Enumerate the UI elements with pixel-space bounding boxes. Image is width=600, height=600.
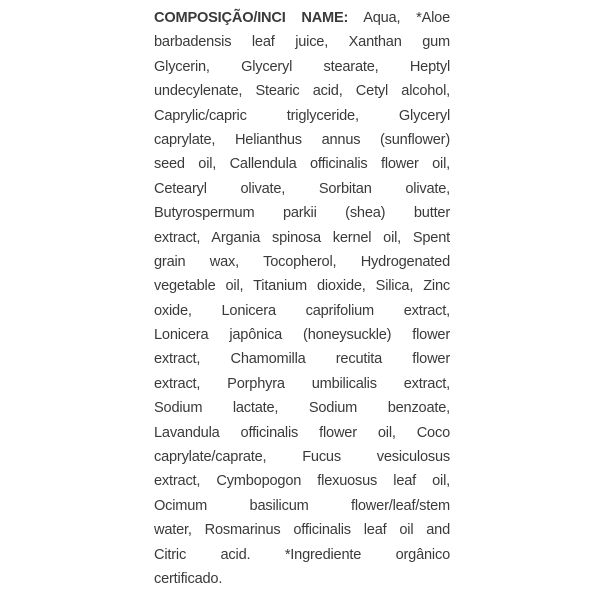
ingredients-line-2: barbadensis leaf juice, Xanthan gum [154, 34, 450, 51]
ingredients-line-12: vegetable oil, Titanium dioxide, Silica, Zinc [154, 278, 450, 295]
ingredients-line-10: extract, Argania spinosa kernel oil, Spent [154, 229, 450, 246]
ingredients-line-16: extract, Porphyra umbilicalis extract, [154, 375, 450, 392]
ingredients-line-15: extract, Chamomilla recutita flower [154, 351, 450, 368]
ingredients-line-18: Lavandula officinalis flower oil, Coco [154, 424, 450, 441]
ingredients-line-13: oxide, Lonicera caprifolium extract, [154, 302, 450, 319]
ingredients-line-11: grain wax, Tocopherol, Hydrogenated [154, 253, 450, 270]
ingredients-line-5: Caprylic/capric triglyceride, Glyceryl [154, 107, 450, 124]
ingredients-line-23: Citric acid. *Ingrediente orgânico [154, 546, 450, 563]
ingredients-line-22: water, Rosmarinus officinalis leaf oil and [154, 522, 450, 539]
ingredients-line-8: Cetearyl olivate, Sorbitan olivate, [154, 180, 450, 197]
ingredients-line-9: Butyrospermum parkii (shea) butter [154, 205, 450, 222]
ingredients-line-6: caprylate, Helianthus annus (sunflower) [154, 131, 450, 148]
ingredients-line-4: undecylenate, Stearic acid, Cetyl alcohol, [154, 83, 450, 100]
ingredients-text: Aqua, *Aloe [363, 10, 450, 26]
ingredients-line-20: extract, Cymbopogon flexuosus leaf oil, [154, 473, 450, 490]
ingredients-line-1 [154, 6, 450, 30]
ingredients-line-21: Ocimum basilicum flower/leaf/stem [154, 497, 450, 514]
ingredients-line-7: seed oil, Callendula officinalis flower oil, [154, 156, 450, 173]
ingredients-line-19: caprylate/caprate, Fucus vesiculosus [154, 449, 450, 466]
ingredients-line-24: certificado. [154, 570, 223, 587]
composition-heading: COMPOSIÇÃO/INCI NAME: [154, 10, 349, 26]
ingredients-line-17: Sodium lactate, Sodium benzoate, [154, 400, 450, 417]
ingredients-line-14: Lonicera japônica (honeysuckle) flower [154, 327, 450, 344]
ingredients-line-3: Glycerin, Glyceryl stearate, Heptyl [154, 58, 450, 75]
ingredients-label [154, 6, 450, 591]
